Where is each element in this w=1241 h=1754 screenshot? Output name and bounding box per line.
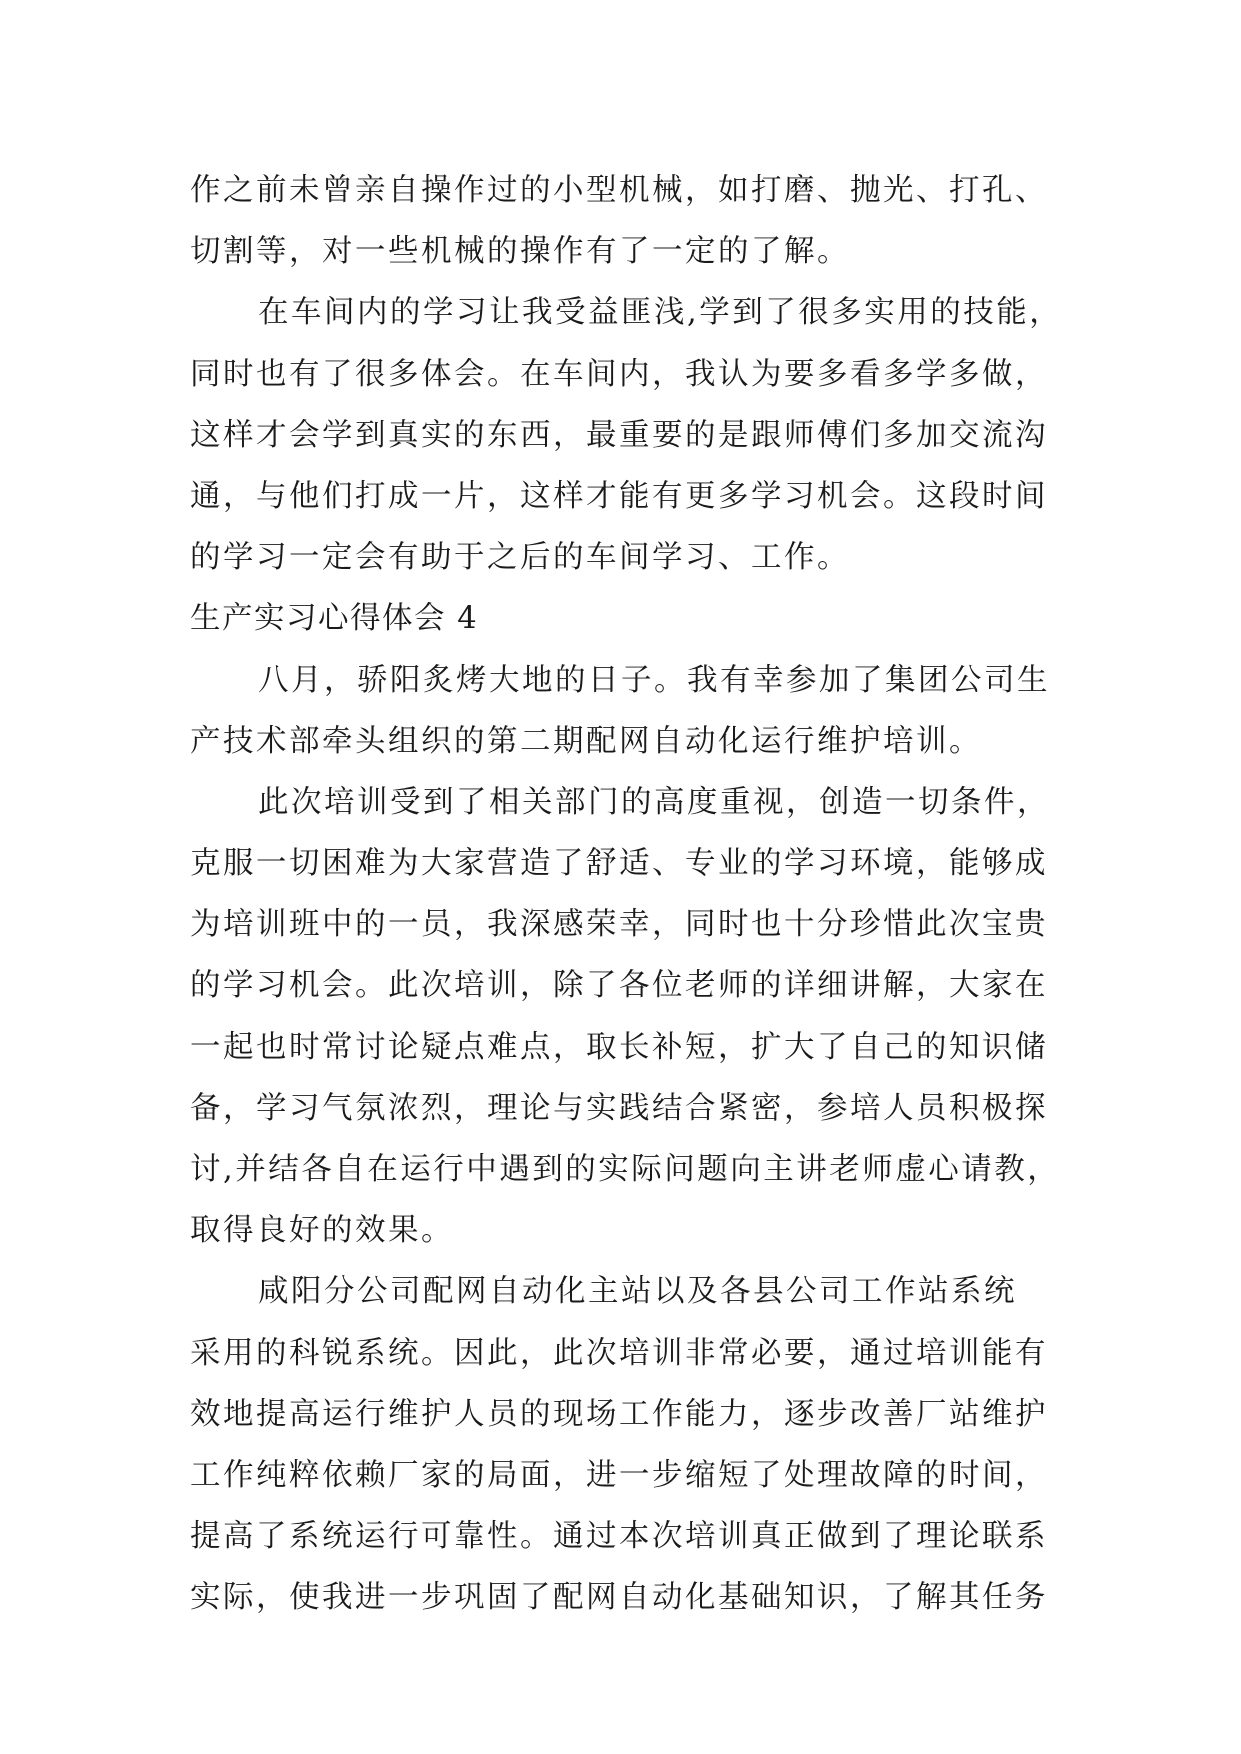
text-line: 作之前未曾亲自操作过的小型机械，如打磨、抛光、打孔、 — [190, 173, 1048, 208]
text-line: 的学习一定会有助于之后的车间学习、工作。 — [190, 540, 850, 576]
text-line: 效地提高运行维护人员的现场工作能力，逐步改善厂站维护 — [190, 1396, 1048, 1432]
text-line: 工作纯粹依赖厂家的局面，进一步缩短了处理故障的时间， — [190, 1457, 1048, 1493]
text-line: 备，学习气氛浓烈，理论与实践结合紧密，参培人员积极探 — [190, 1090, 1048, 1126]
text-line: 克服一切困难为大家营造了舒适、专业的学习环境，能够成 — [190, 846, 1048, 882]
document-body — [190, 160, 1090, 1629]
paragraph-start-line: 八月，骄阳炙烤大地的日子。我有幸参加了集团公司生 — [258, 662, 1050, 698]
text-line: 实际，使我进一步巩固了配网自动化基础知识，了解其任务 — [190, 1580, 1048, 1616]
text-line: 提高了系统运行可靠性。通过本次培训真正做到了理论联系 — [190, 1519, 1048, 1555]
paragraph-start-line: 此次培训受到了相关部门的高度重视，创造一切条件， — [258, 784, 1050, 820]
paragraph-start-line: 在车间内的学习让我受益匪浅,学到了很多实用的技能， — [258, 295, 1063, 331]
text-line: 同时也有了很多体会。在车间内，我认为要多看多学多做， — [190, 356, 1048, 392]
section-heading: 生产实习心得体会 4 — [190, 601, 479, 637]
text-line: 的学习机会。此次培训，除了各位老师的详细讲解，大家在 — [190, 968, 1048, 1004]
text-line: 这样才会学到真实的东西，最重要的是跟师傅们多加交流沟 — [190, 417, 1048, 453]
text-line: 取得良好的效果。 — [190, 1213, 454, 1249]
text-line: 产技术部牵头组织的第二期配网自动化运行维护培训。 — [190, 723, 982, 759]
paragraph-start-line: 咸阳分公司配网自动化主站以及各县公司工作站系统 — [258, 1274, 1017, 1310]
text-line: 通，与他们打成一片，这样才能有更多学习机会。这段时间 — [190, 478, 1048, 514]
text-line: 切割等，对一些机械的操作有了一定的了解。 — [190, 234, 850, 270]
text-line: 讨,并结各自在运行中遇到的实际问题向主讲老师虚心请教， — [190, 1152, 1061, 1187]
text-line: 一起也时常讨论疑点难点，取长补短，扩大了自己的知识储 — [190, 1029, 1048, 1065]
text-line: 为培训班中的一员，我深感荣幸，同时也十分珍惜此次宝贵 — [190, 907, 1048, 943]
text-line: 采用的科锐系统。因此，此次培训非常必要，通过培训能有 — [190, 1335, 1048, 1371]
